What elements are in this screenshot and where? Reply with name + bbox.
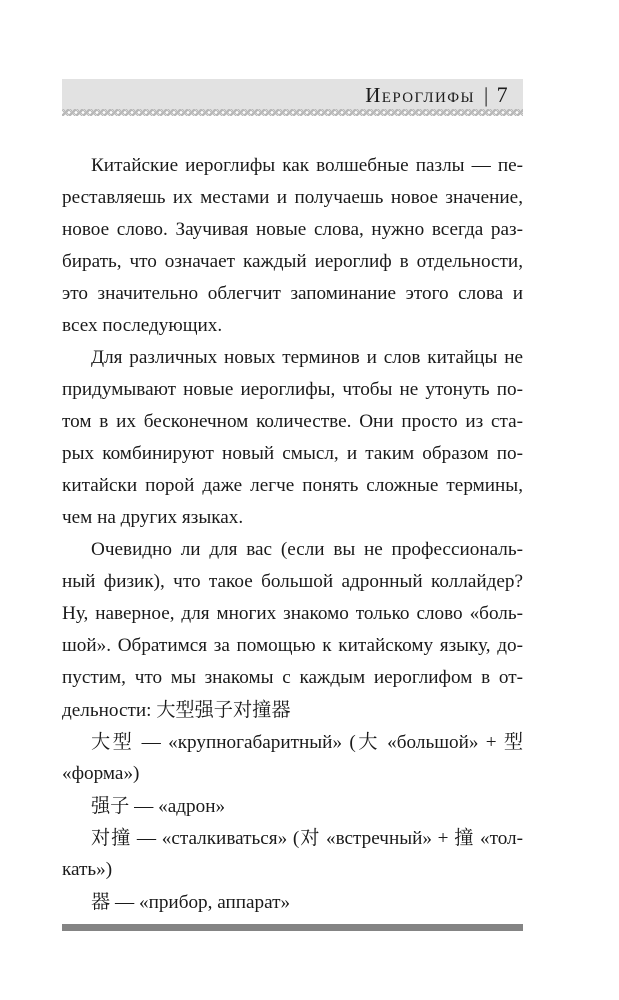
hanzi: 强子 — [91, 794, 130, 817]
text-line: Очевидно ли для вас (если вы не профессиональ- — [91, 539, 523, 560]
text-line: том в их бесконечном количестве. Они просто из ста- — [62, 411, 523, 432]
text-line: рых комбинируют новый смысл, и таким образом по- — [62, 443, 523, 464]
text-line-with-hanzi: дельности: 大型强子对撞器 — [62, 698, 291, 721]
glossary-entry — [62, 790, 523, 822]
bottom-rule — [62, 924, 523, 931]
text-line: китайски порой даже легче понять сложные термины, — [62, 475, 523, 496]
running-head — [62, 79, 523, 110]
text-line: Ну, наверное, для многих знакомо только слово «боль- — [62, 603, 523, 624]
hanzi: 型 — [503, 730, 524, 753]
text-line: ный физик), что такое большой адронный коллайдер? — [62, 571, 523, 592]
hanzi: 器 — [91, 890, 111, 913]
page-number: 7 — [496, 82, 509, 107]
text-line: это значительно облегчит запоминание этого слова и — [62, 283, 523, 304]
glossary-entry — [62, 822, 523, 886]
text-line: Для различных новых терминов и слов китайцы не — [91, 347, 523, 368]
text-line: шой». Обратимся за помощью к китайскому языку, до- — [62, 635, 523, 656]
title-separator: | — [483, 83, 490, 107]
paragraph — [62, 534, 523, 726]
glossary-line: 大型 — «крупногабаритный» (大 «большой» + 型 — [91, 730, 524, 753]
glossary-line: 器 — «прибор, аппарат» — [91, 890, 291, 913]
body-text — [62, 150, 523, 918]
text-line: всех последующих. — [62, 315, 223, 336]
text-line: бирать, что означает каждый иероглиф в отдельности, — [62, 251, 523, 272]
text-line: чем на других языках. — [62, 507, 244, 528]
text-line: новое слово. Заучивая новые слова, нужно всегда раз- — [62, 219, 523, 240]
chapter-title: Иероглифы — [365, 83, 475, 107]
hanzi: 撞 — [454, 826, 475, 849]
decorative-chain-border — [62, 109, 523, 117]
glossary-entry — [62, 726, 523, 790]
text-line: Китайские иероглифы как волшебные пазлы — пе- — [91, 155, 523, 176]
text-line: пустим, что мы знакомы с каждым иероглифом в от- — [62, 667, 523, 688]
hanzi: 大型 — [91, 730, 135, 753]
glossary-line: «форма») — [62, 763, 140, 784]
hanzi: 大 — [355, 730, 380, 753]
hanzi: 对 — [299, 826, 321, 849]
glossary-line: кать») — [62, 859, 113, 880]
glossary-line: 强子 — «адрон» — [91, 794, 226, 817]
hanzi: 对撞 — [91, 826, 132, 849]
glossary-entry — [62, 886, 523, 918]
text-line: реставляешь их местами и получаешь новое значение, — [62, 187, 523, 208]
running-head-text — [365, 84, 509, 106]
hanzi: 大型强子对撞器 — [156, 698, 291, 721]
paragraph — [62, 150, 523, 342]
text-line: придумывают новые иероглифы, чтобы не утонуть по- — [62, 379, 523, 400]
glossary-line: 对撞 — «сталкиваться» (对 «встречный» + 撞 «тол- — [91, 826, 524, 849]
paragraph — [62, 342, 523, 534]
